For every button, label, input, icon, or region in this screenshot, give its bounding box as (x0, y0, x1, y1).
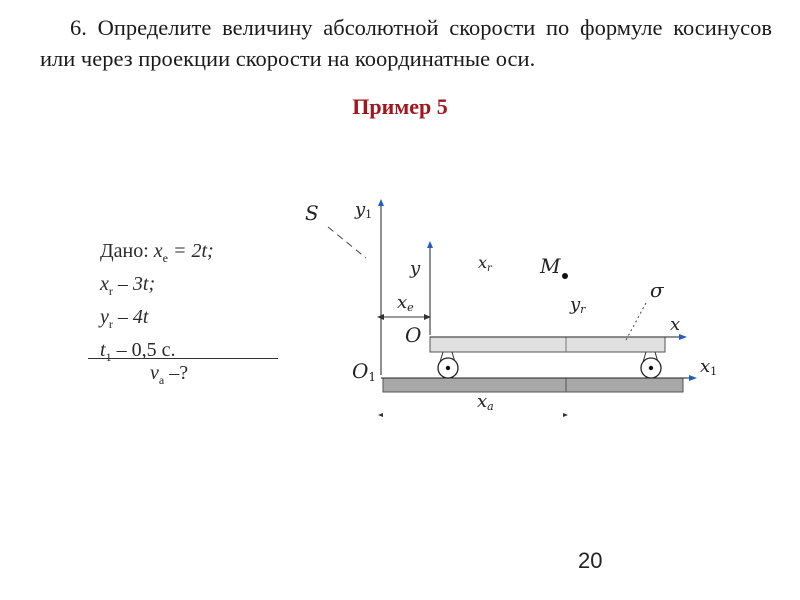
left-wheel (438, 352, 458, 378)
label-o1: O1 (352, 359, 377, 384)
label-y1: y1 (355, 199, 373, 221)
label-o: O (405, 323, 422, 347)
find-var: v (150, 362, 159, 384)
given-3-rhs: – 4t (112, 306, 149, 328)
example-heading: Пример 5 (352, 94, 448, 119)
given-4-sub: 1 (105, 350, 112, 364)
label-x: x (670, 314, 681, 335)
given-2-sub: r (108, 284, 113, 298)
label-xr: xr (478, 253, 492, 274)
point-m (562, 273, 568, 279)
task-text: 6. Определите величину абсолютной скорости по формуле косинусов или через проекции скорости на координатные оси. (40, 15, 772, 71)
x-axis-arrow (679, 334, 687, 340)
xa-tick-right (563, 413, 568, 417)
given-label: Дано: (100, 240, 149, 262)
label-s: S (305, 201, 319, 225)
label-xa: xa (477, 391, 494, 413)
y1-axis-arrow (378, 199, 384, 206)
find-sub: a (158, 373, 165, 387)
label-yr: yr (570, 294, 586, 316)
given-3-var: y (100, 306, 109, 328)
page-number: 20 (578, 548, 603, 573)
given-3-sub: r (108, 317, 113, 331)
given-1-sub: e (162, 251, 168, 265)
label-xe: xe (397, 292, 414, 314)
label-y: y (410, 258, 421, 279)
given-2-var: x (100, 273, 109, 295)
sigma-pointer (626, 303, 646, 340)
right-wheel (641, 352, 661, 378)
x1-axis-arrow (689, 375, 697, 381)
y-axis-arrow (427, 241, 433, 248)
given-4-var: t (100, 339, 106, 361)
given-4-rhs: – 0,5 с. (111, 339, 176, 361)
label-sigma: σ (650, 278, 664, 302)
trajectory-line (328, 227, 366, 258)
label-x1: x1 (700, 356, 718, 378)
given-1-rhs: = 2t; (168, 240, 214, 262)
given-2-rhs: – 3t; (112, 273, 156, 295)
given-1-var: x (153, 240, 163, 262)
label-m: M (540, 254, 561, 278)
find-rhs: –? (164, 362, 189, 384)
xa-tick-left (378, 413, 383, 417)
ground-bar (383, 378, 683, 392)
platform (430, 337, 665, 352)
